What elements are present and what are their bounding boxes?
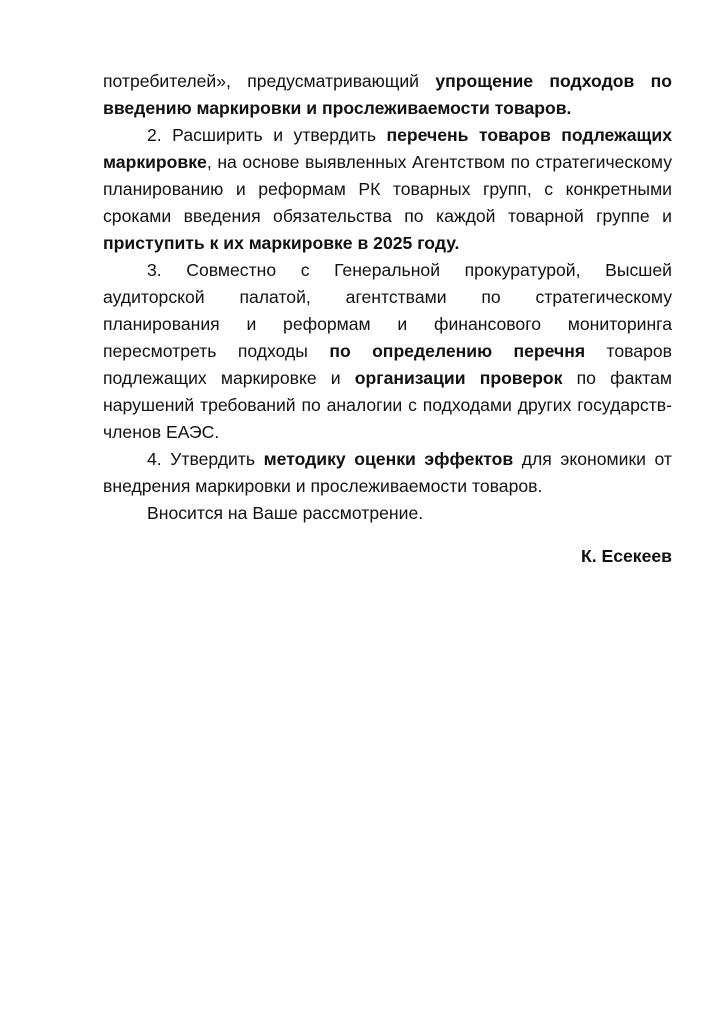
p2-text-1: Расширить и утвердить (161, 125, 387, 145)
p4-text-2: для экономики от внедрения маркировки и прослеживаемости товаров. (103, 449, 672, 496)
paragraph-5 (103, 500, 672, 527)
p3-number: 3. (147, 260, 162, 280)
document-page (103, 68, 672, 570)
p2-number: 2. (147, 125, 162, 145)
paragraph-3 (103, 257, 672, 446)
p1-text-1: потребителей», предусматривающий (103, 71, 436, 91)
p2-text-2: , на основе выявленных Агентством по стратегическому планированию и реформам РК товарных групп, с конкретными сроками введения обязательства по каждой товарной группе и (103, 152, 672, 226)
signature: К. Есекеев (580, 546, 672, 566)
p4-number: 4. (147, 449, 162, 469)
paragraph-1 (103, 68, 672, 122)
p3-text-2: товаров подлежащих маркировке и (103, 341, 672, 388)
p3-text-1: Совместно с Генеральной прокуратурой, Высшей аудиторской палатой, агентствами по стратегическому планирования и реформам и финансового мониторинга пересмотреть подходы (103, 260, 672, 361)
paragraph-4 (103, 446, 672, 500)
p2-bold-1: перечень товаров подлежащих маркировке (103, 125, 672, 172)
p5-text-1: Вносится на Ваше рассмотрение. (147, 503, 424, 523)
p3-text-3: по фактам нарушений требований по аналогии с подходами других государств-членов ЕАЭС. (103, 368, 672, 442)
p4-bold-1: методику оценки эффектов (263, 449, 514, 469)
paragraph-2 (103, 122, 672, 257)
p2-bold-2: приступить к их маркировке в 2025 году. (103, 233, 460, 253)
p1-bold-1: упрощение подходов по введению маркировки и прослеживаемости товаров. (103, 71, 672, 118)
p4-text-1: Утвердить (161, 449, 264, 469)
p3-bold-1: по определению перечня (329, 341, 586, 361)
p3-bold-2: организации проверок (354, 368, 563, 388)
